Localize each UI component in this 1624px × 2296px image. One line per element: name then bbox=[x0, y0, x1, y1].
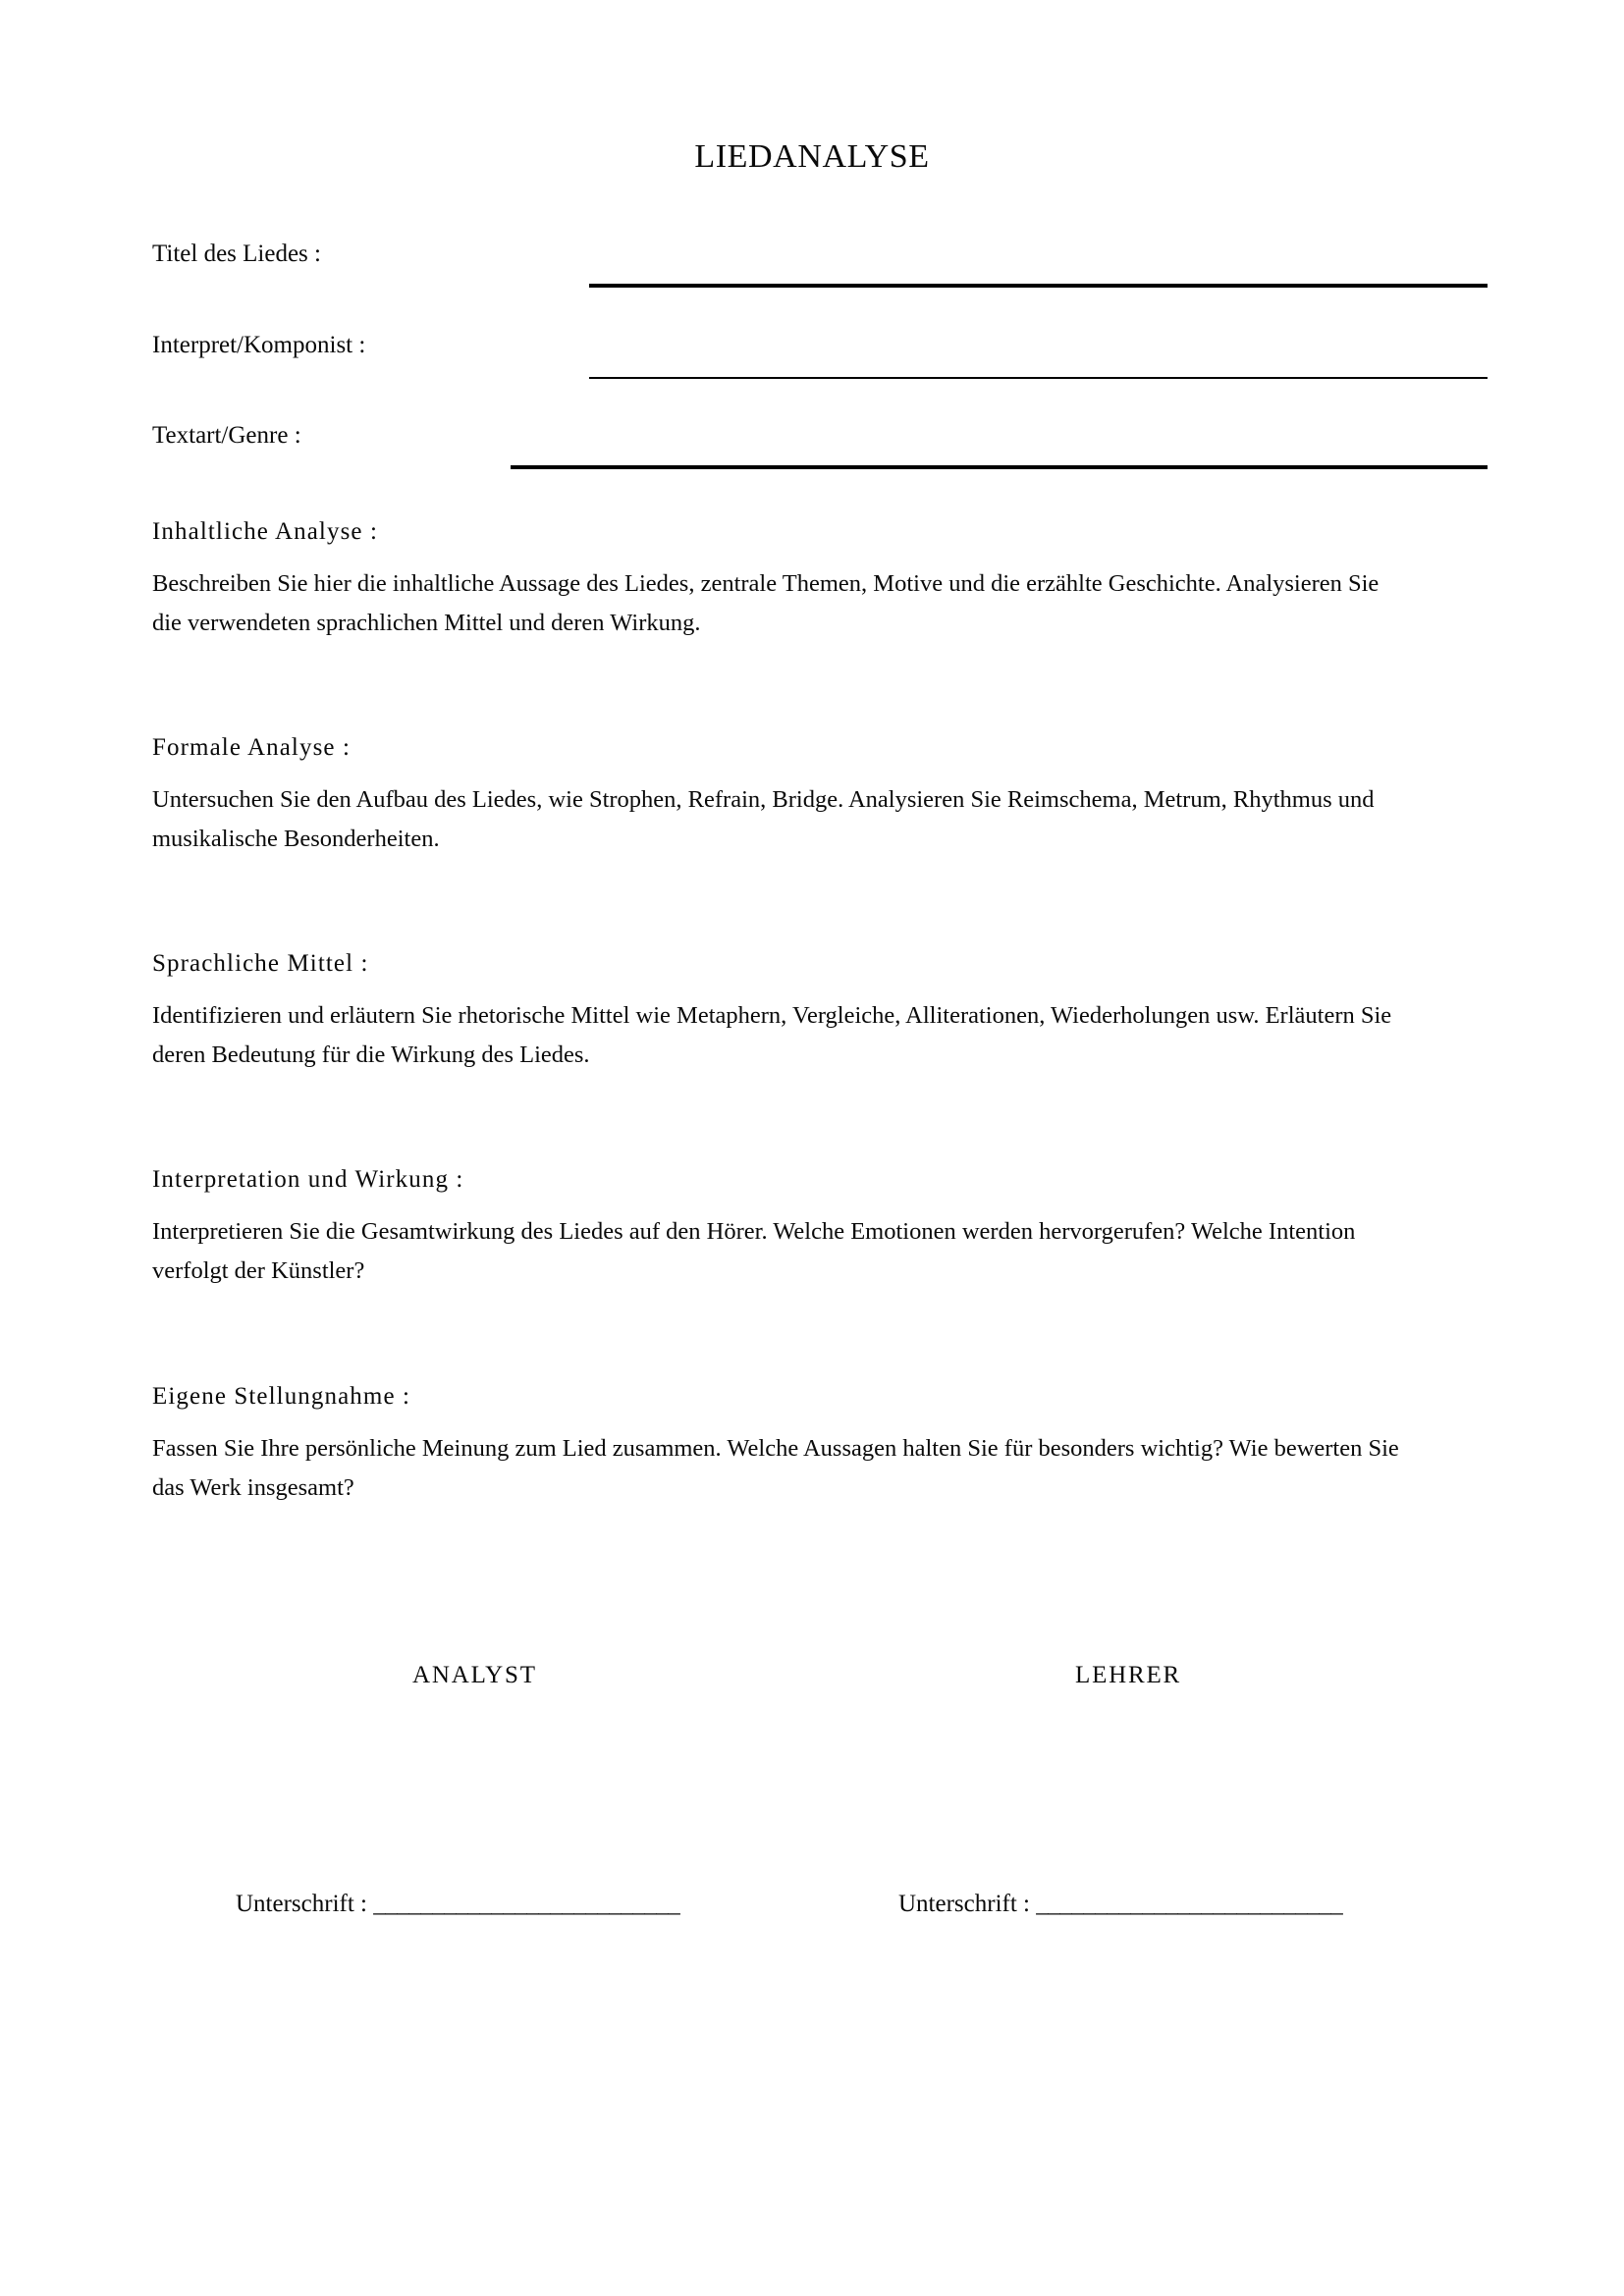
section-sprachliche-mittel bbox=[152, 949, 1414, 1074]
section-heading-eigene-stellungnahme: Eigene Stellungnahme : bbox=[152, 1383, 411, 1410]
section-body-interpretation-und-wirkung: Interpretieren Sie die Gesamtwirkung des Liedes auf den Hörer. Welche Emotionen werden hervorgerufen? Welche Intention verfolgt der Künstler? bbox=[152, 1218, 1356, 1284]
signature-heading-analyst: ANALYST bbox=[412, 1662, 537, 1688]
section-heading-interpretation-und-wirkung: Interpretation und Wirkung : bbox=[152, 1166, 464, 1193]
section-body-eigene-stellungnahme: Fassen Sie Ihre persönliche Meinung zum Lied zusammen. Welche Aussagen halten Sie für besonders wichtig? Wie bewerten Sie das Werk insgesamt? bbox=[152, 1435, 1399, 1501]
section-body-sprachliche-mittel: Identifizieren und erläutern Sie rhetorische Mittel wie Metaphern, Vergleiche, Alliterationen, Wiederholungen usw. Erläutern Sie deren Bedeutung für die Wirkung des Liedes. bbox=[152, 1002, 1392, 1068]
signature-field-lehrer[interactable] bbox=[898, 1890, 1342, 1919]
section-eigene-stellungnahme bbox=[152, 1382, 1424, 1507]
field-row-interpret bbox=[152, 332, 1488, 371]
section-heading-sprachliche-mittel: Sprachliche Mittel : bbox=[152, 950, 369, 977]
field-writing-line-textart-genre[interactable] bbox=[511, 465, 1488, 469]
signature-field-analyst[interactable] bbox=[236, 1890, 679, 1919]
field-label-textart-genre: Textart/Genre : bbox=[152, 422, 301, 449]
field-row-textart-genre bbox=[152, 422, 1488, 461]
section-heading-inhaltliche-analyse: Inhaltliche Analyse : bbox=[152, 518, 378, 545]
section-heading-formale-analyse: Formale Analyse : bbox=[152, 734, 352, 761]
field-writing-line-interpret-komponist[interactable] bbox=[589, 377, 1488, 379]
signature-headings-row bbox=[152, 1662, 1488, 1701]
section-body-inhaltliche-analyse: Beschreiben Sie hier die inhaltliche Aussage des Liedes, zentrale Themen, Motive und die erzählte Geschichte. Analysieren Sie die verwendeten sprachlichen Mittel und deren Wirkung. bbox=[152, 570, 1380, 636]
field-label-interpret-komponist: Interpret/Komponist : bbox=[152, 332, 366, 358]
signature-label-analyst: Unterschrift : bbox=[236, 1891, 367, 1917]
section-inhaltliche-analyse bbox=[152, 517, 1399, 642]
signature-blank-lehrer[interactable]: __________________________ bbox=[1036, 1891, 1343, 1917]
signature-heading-lehrer: LEHRER bbox=[1075, 1662, 1182, 1688]
field-writing-line-titel-des-liedes[interactable] bbox=[589, 284, 1488, 288]
section-interpretation-und-wirkung bbox=[152, 1165, 1414, 1290]
section-body-formale-analyse: Untersuchen Sie den Aufbau des Liedes, wie Strophen, Refrain, Bridge. Analysieren Sie Reimschema, Metrum, Rhythmus und musikalische Besonderheiten. bbox=[152, 786, 1375, 852]
section-formale-analyse bbox=[152, 733, 1399, 858]
field-label-titel-des-liedes: Titel des Liedes : bbox=[152, 240, 321, 267]
signature-lines-row bbox=[152, 1890, 1488, 1935]
signature-blank-analyst[interactable]: __________________________ bbox=[373, 1891, 680, 1917]
field-row-titel bbox=[152, 240, 1488, 280]
signature-label-lehrer: Unterschrift : bbox=[898, 1891, 1030, 1917]
page-title: LIEDANALYSE bbox=[694, 137, 930, 175]
